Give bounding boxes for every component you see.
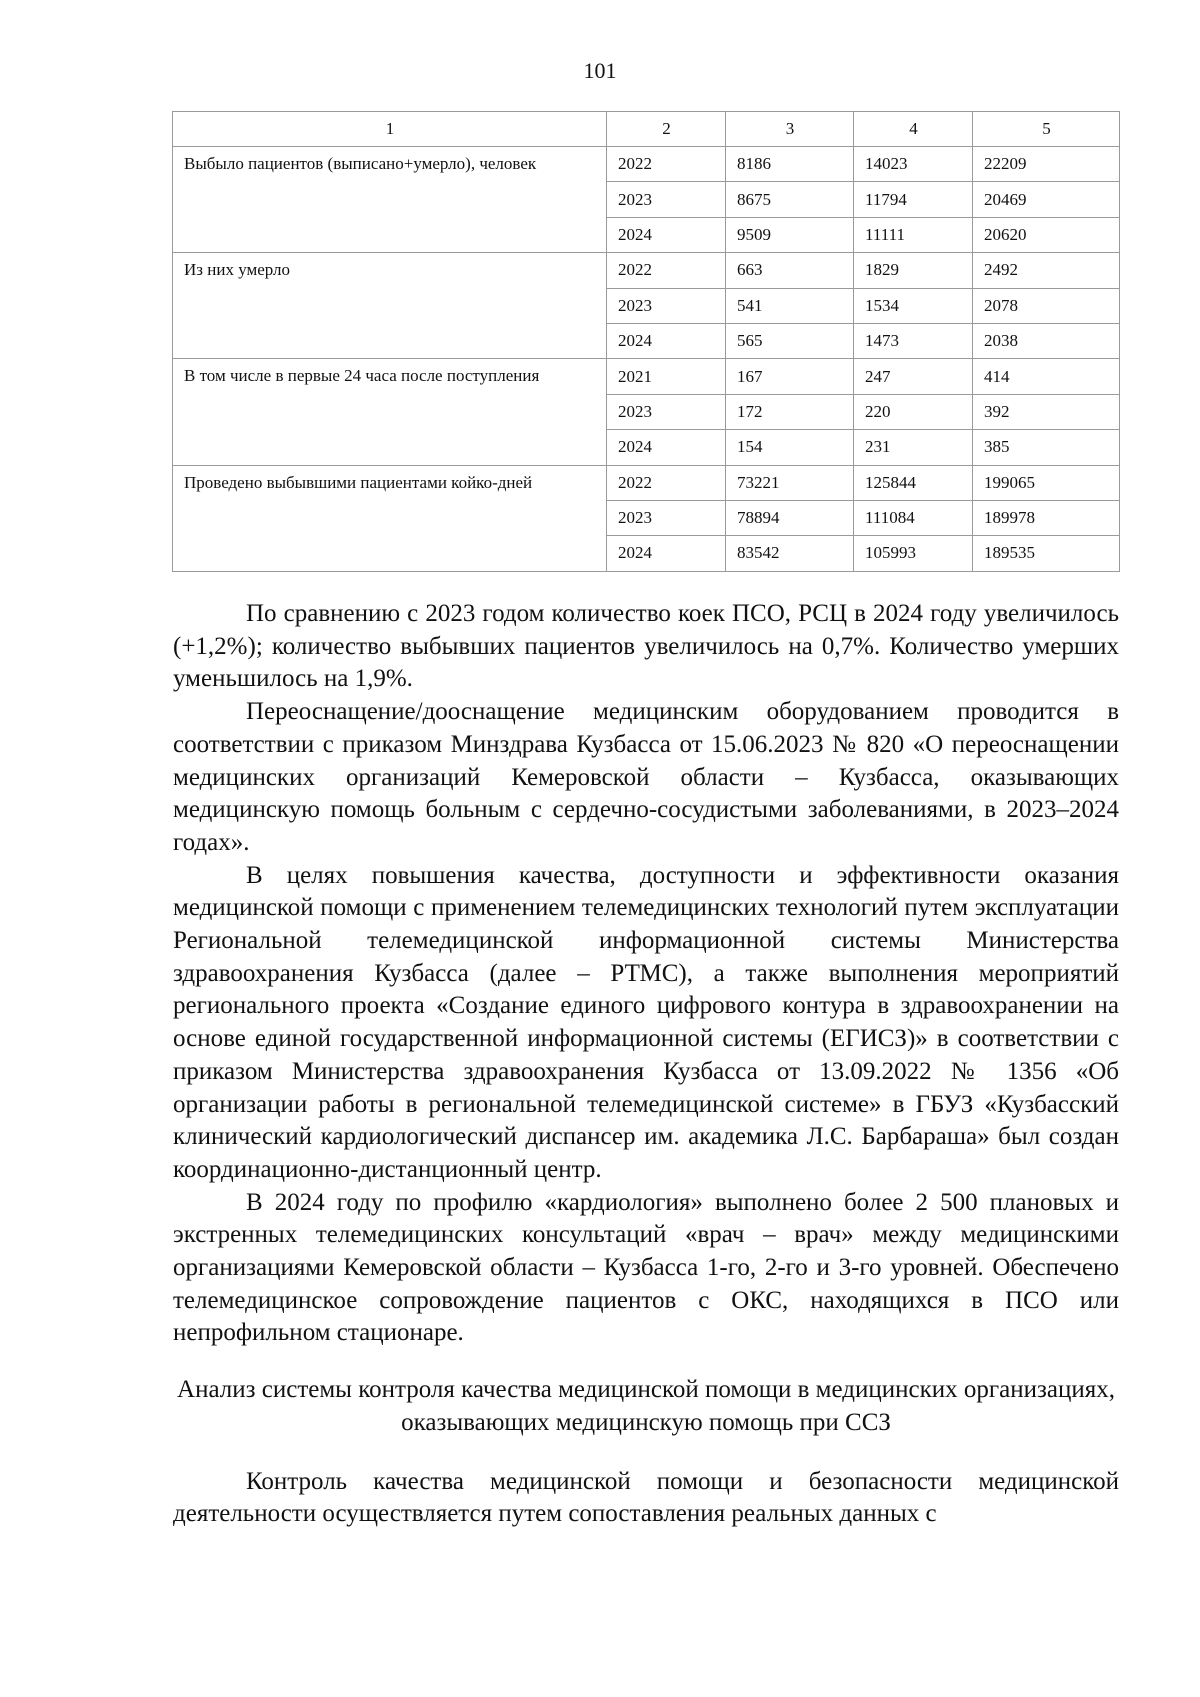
table-cell: 2022 <box>607 253 726 288</box>
table-cell: 1473 <box>854 323 973 358</box>
table-cell: 2021 <box>607 359 726 394</box>
table-cell: 154 <box>726 430 854 465</box>
table-cell: 2022 <box>607 465 726 500</box>
table-cell: 220 <box>854 394 973 429</box>
column-header: 5 <box>973 112 1120 147</box>
section-heading: Анализ системы контроля качества медицинской помощи в медицинских организациях, оказывающих медицинскую помощь при ССЗ <box>177 1376 1115 1436</box>
table-cell: 231 <box>854 430 973 465</box>
table-cell: 2492 <box>973 253 1120 288</box>
table-cell: 9509 <box>726 217 854 252</box>
page-number: 101 <box>583 58 617 83</box>
body-text <box>173 598 1119 1531</box>
table-cell: 1534 <box>854 288 973 323</box>
paragraph-quality-control: Контроль качества медицинской помощи и безопасности медицинской деятельности осуществляется путем сопоставления реальных данных с <box>173 1467 1119 1528</box>
table-cell: 167 <box>726 359 854 394</box>
table-row <box>173 147 1120 182</box>
table-cell: 2024 <box>607 430 726 465</box>
table-cell: 11794 <box>854 182 973 217</box>
table-cell: 111084 <box>854 500 973 535</box>
table-cell: 385 <box>973 430 1120 465</box>
table-row <box>173 465 1120 500</box>
paragraph-equipment: Переоснащение/дооснащение медицинским оборудованием проводится в соответствии с приказом Минздрава Кузбасса от 15.06.2023 № 820 «О переоснащении медицинских организаций Кемеровской области – Кузбасса, оказывающих медицинскую помощь больным с сердечно-сосудистыми заболеваниями, в 2023–2024 годах». <box>173 698 1119 856</box>
table-cell: 414 <box>973 359 1120 394</box>
row-group-label: Из них умерло <box>173 253 607 359</box>
table-cell: 565 <box>726 323 854 358</box>
table-cell: 392 <box>973 394 1120 429</box>
paragraph-consultations: В 2024 году по профилю «кардиология» выполнено более 2 500 плановых и экстренных телемедицинских консультаций «врач – врач» между медицинскими организациями Кемеровской области – Кузбасса 1-го, 2-го и 3-го уровней. Обеспечено телемедицинское сопровождение пациентов с ОКС, находящихся в ПСО или непрофильном стационаре. <box>173 1188 1119 1347</box>
table-cell: 189535 <box>973 536 1120 571</box>
table-cell: 73221 <box>726 465 854 500</box>
table-row <box>173 253 1120 288</box>
table-cell: 2024 <box>607 217 726 252</box>
table-cell: 2023 <box>607 394 726 429</box>
table-cell: 2024 <box>607 323 726 358</box>
table-cell: 125844 <box>854 465 973 500</box>
table-cell: 20620 <box>973 217 1120 252</box>
table-cell: 2023 <box>607 182 726 217</box>
table-cell: 663 <box>726 253 854 288</box>
table-cell: 1829 <box>854 253 973 288</box>
table-cell: 8675 <box>726 182 854 217</box>
column-header: 2 <box>607 112 726 147</box>
table-cell: 83542 <box>726 536 854 571</box>
table-cell: 172 <box>726 394 854 429</box>
table-cell: 541 <box>726 288 854 323</box>
table-cell: 8186 <box>726 147 854 182</box>
table-cell: 22209 <box>973 147 1120 182</box>
table-cell: 2078 <box>973 288 1120 323</box>
table-cell: 247 <box>854 359 973 394</box>
table-cell: 14023 <box>854 147 973 182</box>
row-group-label: В том числе в первые 24 часа после поступления <box>173 359 607 465</box>
table-row <box>173 359 1120 394</box>
statistics-table <box>172 111 1120 572</box>
table-cell: 20469 <box>973 182 1120 217</box>
table-cell: 2023 <box>607 288 726 323</box>
paragraph-telemedicine-center: В целях повышения качества, доступности и эффективности оказания медицинской помощи с применением телемедицинских технологий путем эксплуатации Региональной телемедицинской информационной системы Министерства здравоохранения Кузбасса (далее – РТМС), а также выполнения мероприятий регионального проекта «Создание единого цифрового контура в здравоохранении на основе единой государственной информационной системы (ЕГИСЗ)» в соответствии с приказом Министерства здравоохранения Кузбасса от 13.09.2022 № 1356 «Об организации работы в региональной телемедицинской системе» в ГБУЗ «Кузбасский клинический кардиологический диспансер им. академика Л.С. Барбараша» был создан координационно-дистанционный центр. <box>173 861 1119 1183</box>
table-cell: 199065 <box>973 465 1120 500</box>
table-header-row <box>173 112 1120 147</box>
table-cell: 2024 <box>607 536 726 571</box>
column-header: 4 <box>854 112 973 147</box>
table-cell: 2022 <box>607 147 726 182</box>
table-cell: 78894 <box>726 500 854 535</box>
paragraph-bed-stats: По сравнению с 2023 годом количество коек ПСО, РСЦ в 2024 году увеличилось (+1,2%); количество выбывших пациентов увеличилось на 0,7%. Количество умерших уменьшилось на 1,9%. <box>173 600 1119 693</box>
table-cell: 2023 <box>607 500 726 535</box>
row-group-label: Проведено выбывшими пациентами койко-дней <box>173 465 607 571</box>
column-header: 1 <box>173 112 607 147</box>
table-cell: 189978 <box>973 500 1120 535</box>
row-group-label: Выбыло пациентов (выписано+умерло), человек <box>173 147 607 253</box>
column-header: 3 <box>726 112 854 147</box>
table-cell: 11111 <box>854 217 973 252</box>
table-cell: 2038 <box>973 323 1120 358</box>
table-cell: 105993 <box>854 536 973 571</box>
